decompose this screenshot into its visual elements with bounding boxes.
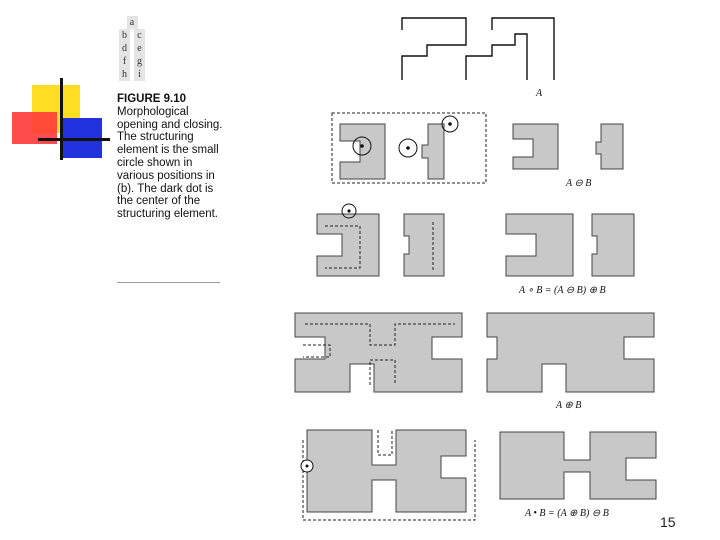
key-cell: h xyxy=(119,68,130,81)
subfigure-a xyxy=(402,18,554,99)
key-cell: a xyxy=(127,16,138,29)
subfigure-g xyxy=(487,313,654,411)
subfigure-h xyxy=(301,430,475,520)
key-cell: f xyxy=(119,55,130,68)
label-c: A ⊖ B xyxy=(566,178,592,189)
caption-title: FIGURE 9.10 xyxy=(117,93,187,105)
caption-body: Morphological opening and closing. The structuring element is the small circle shown in various positions in (b). The dark dot is the center of the structuring element. xyxy=(117,105,223,221)
label-e: A ∘ B = (A ⊖ B) ⊕ B xyxy=(519,285,606,296)
label-a: A xyxy=(536,88,543,99)
subfigure-d xyxy=(317,204,444,276)
page-number: 15 xyxy=(660,514,676,530)
subfigure-i xyxy=(500,432,656,519)
subfigure-c xyxy=(513,124,623,189)
subfigure-e xyxy=(506,214,634,296)
key-cell: c xyxy=(134,29,145,42)
key-cell: i xyxy=(134,68,145,81)
key-cell: g xyxy=(134,55,145,68)
label-g: A ⊕ B xyxy=(556,400,582,411)
key-cell: b xyxy=(119,29,130,42)
subfigure-b xyxy=(332,113,486,183)
key-cell: e xyxy=(134,42,145,55)
label-i: A • B = (A ⊕ B) ⊖ B xyxy=(525,508,609,519)
key-cell: d xyxy=(119,42,130,55)
subfigure-f xyxy=(295,313,462,392)
